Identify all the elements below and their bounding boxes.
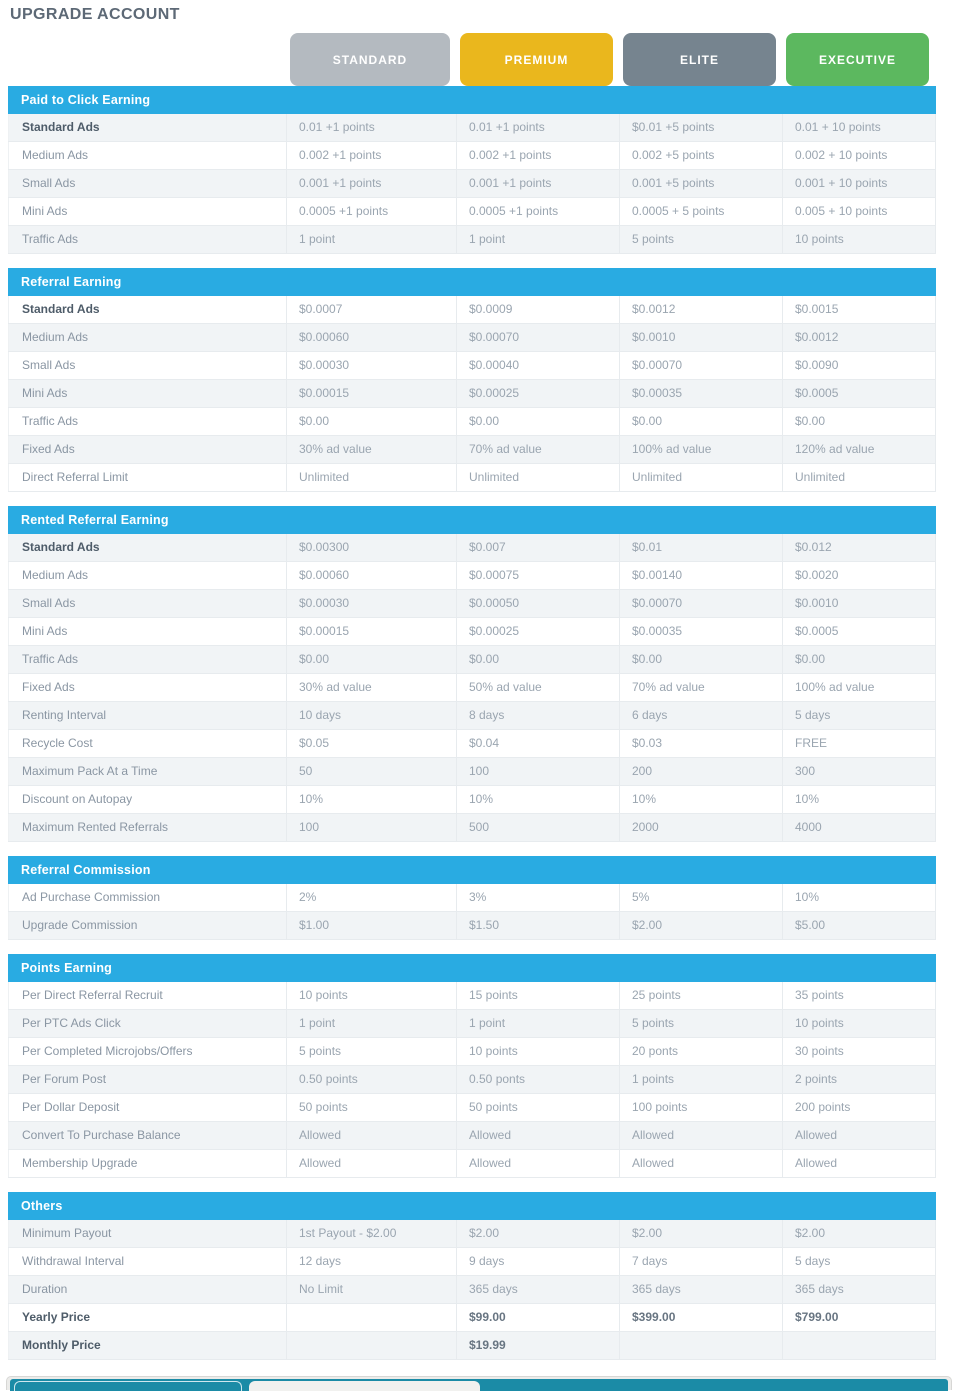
value-cell: 0.001 +5 points — [620, 170, 783, 197]
plan-button-premium[interactable]: PREMIUM — [460, 33, 613, 86]
table-row — [8, 1304, 936, 1332]
value-cell: $0.04 — [457, 730, 620, 757]
table-row — [8, 562, 936, 590]
value-cell: 25 points — [620, 982, 783, 1009]
table-row — [8, 1276, 936, 1304]
value-cell: 100% ad value — [783, 674, 936, 701]
table-row — [8, 198, 936, 226]
table-row — [8, 814, 936, 842]
row-label: Discount on Autopay — [8, 786, 287, 813]
row-label: Standard Ads — [8, 296, 287, 323]
value-cell: 10% — [783, 786, 936, 813]
row-label: Standard Ads — [8, 534, 287, 561]
table-row — [8, 618, 936, 646]
value-cell: $0.012 — [783, 534, 936, 561]
section-header-others: Others — [8, 1192, 936, 1220]
value-cell: 20 ponts — [620, 1038, 783, 1065]
value-cell — [620, 1332, 783, 1359]
comparison-tables — [8, 86, 936, 1360]
value-cell: $2.00 — [457, 1220, 620, 1247]
value-cell: $0.0010 — [783, 590, 936, 617]
value-cell: 500 — [457, 814, 620, 841]
plan-button-executive[interactable]: EXECUTIVE — [786, 33, 929, 86]
table-row — [8, 1332, 936, 1360]
value-cell: Unlimited — [620, 464, 783, 491]
value-cell: 200 — [620, 758, 783, 785]
value-cell: 5 points — [620, 226, 783, 253]
value-cell: 100 — [457, 758, 620, 785]
row-label: Membership Upgrade — [8, 1150, 287, 1177]
row-label: Per Forum Post — [8, 1066, 287, 1093]
value-cell: $5.00 — [783, 912, 936, 939]
value-cell: FREE — [783, 730, 936, 757]
value-cell: $0.0012 — [620, 296, 783, 323]
value-cell: $0.0010 — [620, 324, 783, 351]
value-cell: $0.00 — [287, 646, 457, 673]
value-cell: 15 points — [457, 982, 620, 1009]
table-row — [8, 408, 936, 436]
section-paid-to-click-earning — [8, 86, 936, 254]
value-cell: 10% — [457, 786, 620, 813]
footer-tab-2[interactable] — [249, 1381, 480, 1391]
value-cell: $2.00 — [620, 912, 783, 939]
value-cell: $0.00 — [783, 646, 936, 673]
value-cell: 5 points — [287, 1038, 457, 1065]
table-row — [8, 1220, 936, 1248]
table-row — [8, 1010, 936, 1038]
page-title: UPGRADE ACCOUNT — [10, 6, 180, 23]
value-cell: 50% ad value — [457, 674, 620, 701]
row-label: Small Ads — [8, 590, 287, 617]
value-cell: Unlimited — [287, 464, 457, 491]
value-cell: $0.0012 — [783, 324, 936, 351]
value-cell: 1 points — [620, 1066, 783, 1093]
row-label: Per Direct Referral Recruit — [8, 982, 287, 1009]
table-row — [8, 884, 936, 912]
value-cell: $0.0090 — [783, 352, 936, 379]
value-cell: 1 point — [287, 226, 457, 253]
value-cell: $2.00 — [783, 1220, 936, 1247]
footer-tab-bar — [6, 1376, 952, 1390]
value-cell: $0.00050 — [457, 590, 620, 617]
value-cell: $2.00 — [620, 1220, 783, 1247]
table-row — [8, 1248, 936, 1276]
table-row — [8, 982, 936, 1010]
value-cell: 0.01 +1 points — [457, 114, 620, 141]
value-cell: 5 days — [783, 702, 936, 729]
table-row — [8, 730, 936, 758]
value-cell: $1.00 — [287, 912, 457, 939]
value-cell: 0.002 +1 points — [457, 142, 620, 169]
value-cell: $0.00030 — [287, 352, 457, 379]
value-cell: 2 points — [783, 1066, 936, 1093]
value-cell: $0.00060 — [287, 324, 457, 351]
value-cell: $0.00 — [783, 408, 936, 435]
section-referral-earning — [8, 268, 936, 492]
section-header-rented-referral-earning: Rented Referral Earning — [8, 506, 936, 534]
value-cell: 2% — [287, 884, 457, 911]
row-label: Monthly Price — [8, 1332, 287, 1359]
plan-column-executive — [783, 33, 936, 86]
value-cell — [287, 1332, 457, 1359]
value-cell: 10 points — [783, 226, 936, 253]
value-cell: $0.007 — [457, 534, 620, 561]
row-label: Renting Interval — [8, 702, 287, 729]
row-label: Recycle Cost — [8, 730, 287, 757]
footer-tab-strip — [10, 1379, 948, 1391]
value-cell: 365 days — [457, 1276, 620, 1303]
value-cell: 7 days — [620, 1248, 783, 1275]
row-label: Upgrade Commission — [8, 912, 287, 939]
value-cell: 0.50 points — [287, 1066, 457, 1093]
row-label: Small Ads — [8, 352, 287, 379]
value-cell: 70% ad value — [457, 436, 620, 463]
value-cell: $399.00 — [620, 1304, 783, 1331]
value-cell: 10 points — [287, 982, 457, 1009]
value-cell: 0.001 +1 points — [457, 170, 620, 197]
value-cell: $19.99 — [457, 1332, 620, 1359]
value-cell: $0.01 +5 points — [620, 114, 783, 141]
value-cell: 10 points — [783, 1010, 936, 1037]
value-cell: 10 days — [287, 702, 457, 729]
row-label: Direct Referral Limit — [8, 464, 287, 491]
value-cell: $0.00015 — [287, 618, 457, 645]
value-cell: 50 — [287, 758, 457, 785]
value-cell: 0.002 +1 points — [287, 142, 457, 169]
footer-tab-1[interactable] — [14, 1381, 242, 1391]
table-row — [8, 758, 936, 786]
section-header-referral-earning: Referral Earning — [8, 268, 936, 296]
value-cell: $0.00 — [620, 408, 783, 435]
value-cell: 120% ad value — [783, 436, 936, 463]
value-cell: $0.0020 — [783, 562, 936, 589]
value-cell: $0.00300 — [287, 534, 457, 561]
value-cell: 1 point — [457, 1010, 620, 1037]
value-cell: 5 days — [783, 1248, 936, 1275]
value-cell: 12 days — [287, 1248, 457, 1275]
table-row — [8, 590, 936, 618]
value-cell — [783, 1332, 936, 1359]
value-cell: 200 points — [783, 1094, 936, 1121]
value-cell — [287, 1304, 457, 1331]
value-cell: 365 days — [620, 1276, 783, 1303]
value-cell: $0.0005 — [783, 380, 936, 407]
value-cell: $0.00070 — [457, 324, 620, 351]
value-cell: 0.002 + 10 points — [783, 142, 936, 169]
table-row — [8, 646, 936, 674]
row-label: Yearly Price — [8, 1304, 287, 1331]
value-cell: 0.0005 +1 points — [457, 198, 620, 225]
row-label: Fixed Ads — [8, 674, 287, 701]
value-cell: 70% ad value — [620, 674, 783, 701]
section-header-referral-commission: Referral Commission — [8, 856, 936, 884]
value-cell: 0.50 ponts — [457, 1066, 620, 1093]
plan-button-standard[interactable]: STANDARD — [290, 33, 450, 86]
row-label: Per Completed Microjobs/Offers — [8, 1038, 287, 1065]
row-label: Standard Ads — [8, 114, 287, 141]
value-cell: $0.0009 — [457, 296, 620, 323]
section-others — [8, 1192, 936, 1360]
row-label: Fixed Ads — [8, 436, 287, 463]
value-cell: $0.00035 — [620, 380, 783, 407]
table-row — [8, 436, 936, 464]
value-cell: $0.0007 — [287, 296, 457, 323]
value-cell: 30 points — [783, 1038, 936, 1065]
row-label: Traffic Ads — [8, 408, 287, 435]
table-row — [8, 296, 936, 324]
value-cell: $0.0015 — [783, 296, 936, 323]
row-label: Medium Ads — [8, 562, 287, 589]
row-label: Per PTC Ads Click — [8, 1010, 287, 1037]
plan-column-elite — [620, 33, 783, 86]
value-cell: Allowed — [620, 1122, 783, 1149]
value-cell: 0.01 + 10 points — [783, 114, 936, 141]
value-cell: 0.001 +1 points — [287, 170, 457, 197]
row-label: Mini Ads — [8, 380, 287, 407]
value-cell: 1st Payout - $2.00 — [287, 1220, 457, 1247]
value-cell: 0.01 +1 points — [287, 114, 457, 141]
table-row — [8, 786, 936, 814]
value-cell: 1 point — [287, 1010, 457, 1037]
value-cell: 30% ad value — [287, 674, 457, 701]
table-row — [8, 1094, 936, 1122]
table-row — [8, 1038, 936, 1066]
value-cell: 0.005 + 10 points — [783, 198, 936, 225]
value-cell: 8 days — [457, 702, 620, 729]
section-header-points-earning: Points Earning — [8, 954, 936, 982]
value-cell: $0.00140 — [620, 562, 783, 589]
plan-column-standard — [287, 33, 457, 86]
value-cell: $0.00070 — [620, 352, 783, 379]
value-cell: $0.00075 — [457, 562, 620, 589]
value-cell: 5 points — [620, 1010, 783, 1037]
value-cell: Allowed — [783, 1122, 936, 1149]
plan-button-elite[interactable]: ELITE — [623, 33, 776, 86]
value-cell: 100% ad value — [620, 436, 783, 463]
value-cell: Allowed — [287, 1122, 457, 1149]
row-label: Maximum Pack At a Time — [8, 758, 287, 785]
value-cell: 6 days — [620, 702, 783, 729]
row-label: Traffic Ads — [8, 226, 287, 253]
value-cell: $0.00030 — [287, 590, 457, 617]
value-cell: 2000 — [620, 814, 783, 841]
table-row — [8, 674, 936, 702]
value-cell: 10 points — [457, 1038, 620, 1065]
value-cell: 100 — [287, 814, 457, 841]
value-cell: Allowed — [287, 1150, 457, 1177]
table-row — [8, 380, 936, 408]
value-cell: $0.0005 — [783, 618, 936, 645]
row-label: Duration — [8, 1276, 287, 1303]
value-cell: 3% — [457, 884, 620, 911]
table-row — [8, 702, 936, 730]
section-rented-referral-earning — [8, 506, 936, 842]
value-cell: 4000 — [783, 814, 936, 841]
row-label: Ad Purchase Commission — [8, 884, 287, 911]
value-cell: $0.00025 — [457, 380, 620, 407]
table-row — [8, 1150, 936, 1178]
value-cell: 50 points — [457, 1094, 620, 1121]
value-cell: Allowed — [457, 1150, 620, 1177]
value-cell: 10% — [287, 786, 457, 813]
table-row — [8, 352, 936, 380]
row-label: Convert To Purchase Balance — [8, 1122, 287, 1149]
value-cell: 300 — [783, 758, 936, 785]
section-points-earning — [8, 954, 936, 1178]
value-cell: $0.00 — [457, 646, 620, 673]
value-cell: $0.00015 — [287, 380, 457, 407]
value-cell: 1 point — [457, 226, 620, 253]
value-cell: 30% ad value — [287, 436, 457, 463]
table-row — [8, 1066, 936, 1094]
value-cell: 50 points — [287, 1094, 457, 1121]
table-row — [8, 170, 936, 198]
section-header-paid-to-click-earning: Paid to Click Earning — [8, 86, 936, 114]
value-cell: $0.00 — [287, 408, 457, 435]
value-cell: $0.00040 — [457, 352, 620, 379]
value-cell: $0.05 — [287, 730, 457, 757]
value-cell: Allowed — [457, 1122, 620, 1149]
value-cell: No Limit — [287, 1276, 457, 1303]
row-label: Minimum Payout — [8, 1220, 287, 1247]
value-cell: $0.01 — [620, 534, 783, 561]
row-label: Withdrawal Interval — [8, 1248, 287, 1275]
row-label: Mini Ads — [8, 618, 287, 645]
upgrade-account-page — [8, 0, 936, 1360]
row-label: Mini Ads — [8, 198, 287, 225]
table-row — [8, 226, 936, 254]
value-cell: $0.00 — [457, 408, 620, 435]
row-label: Medium Ads — [8, 142, 287, 169]
value-cell: $0.00 — [620, 646, 783, 673]
row-label: Small Ads — [8, 170, 287, 197]
value-cell: 35 points — [783, 982, 936, 1009]
value-cell: $99.00 — [457, 1304, 620, 1331]
plan-buttons — [287, 33, 936, 86]
row-label: Per Dollar Deposit — [8, 1094, 287, 1121]
value-cell: $0.00070 — [620, 590, 783, 617]
value-cell: 0.002 +5 points — [620, 142, 783, 169]
row-label: Traffic Ads — [8, 646, 287, 673]
table-row — [8, 324, 936, 352]
plan-column-premium — [457, 33, 620, 86]
value-cell: 365 days — [783, 1276, 936, 1303]
value-cell: 0.0005 + 5 points — [620, 198, 783, 225]
value-cell: 0.001 + 10 points — [783, 170, 936, 197]
value-cell: 5% — [620, 884, 783, 911]
value-cell: $0.03 — [620, 730, 783, 757]
table-row — [8, 1122, 936, 1150]
value-cell: $0.00060 — [287, 562, 457, 589]
value-cell: $0.00025 — [457, 618, 620, 645]
value-cell: 10% — [783, 884, 936, 911]
value-cell: 10% — [620, 786, 783, 813]
value-cell: Unlimited — [783, 464, 936, 491]
value-cell: $1.50 — [457, 912, 620, 939]
table-row — [8, 534, 936, 562]
value-cell: Allowed — [783, 1150, 936, 1177]
table-row — [8, 912, 936, 940]
value-cell: Unlimited — [457, 464, 620, 491]
section-referral-commission — [8, 856, 936, 940]
value-cell: 100 points — [620, 1094, 783, 1121]
value-cell: $799.00 — [783, 1304, 936, 1331]
value-cell: 9 days — [457, 1248, 620, 1275]
row-label: Maximum Rented Referrals — [8, 814, 287, 841]
value-cell: Allowed — [620, 1150, 783, 1177]
value-cell: 0.0005 +1 points — [287, 198, 457, 225]
table-row — [8, 464, 936, 492]
value-cell: $0.00035 — [620, 618, 783, 645]
row-label: Medium Ads — [8, 324, 287, 351]
table-row — [8, 114, 936, 142]
table-row — [8, 142, 936, 170]
